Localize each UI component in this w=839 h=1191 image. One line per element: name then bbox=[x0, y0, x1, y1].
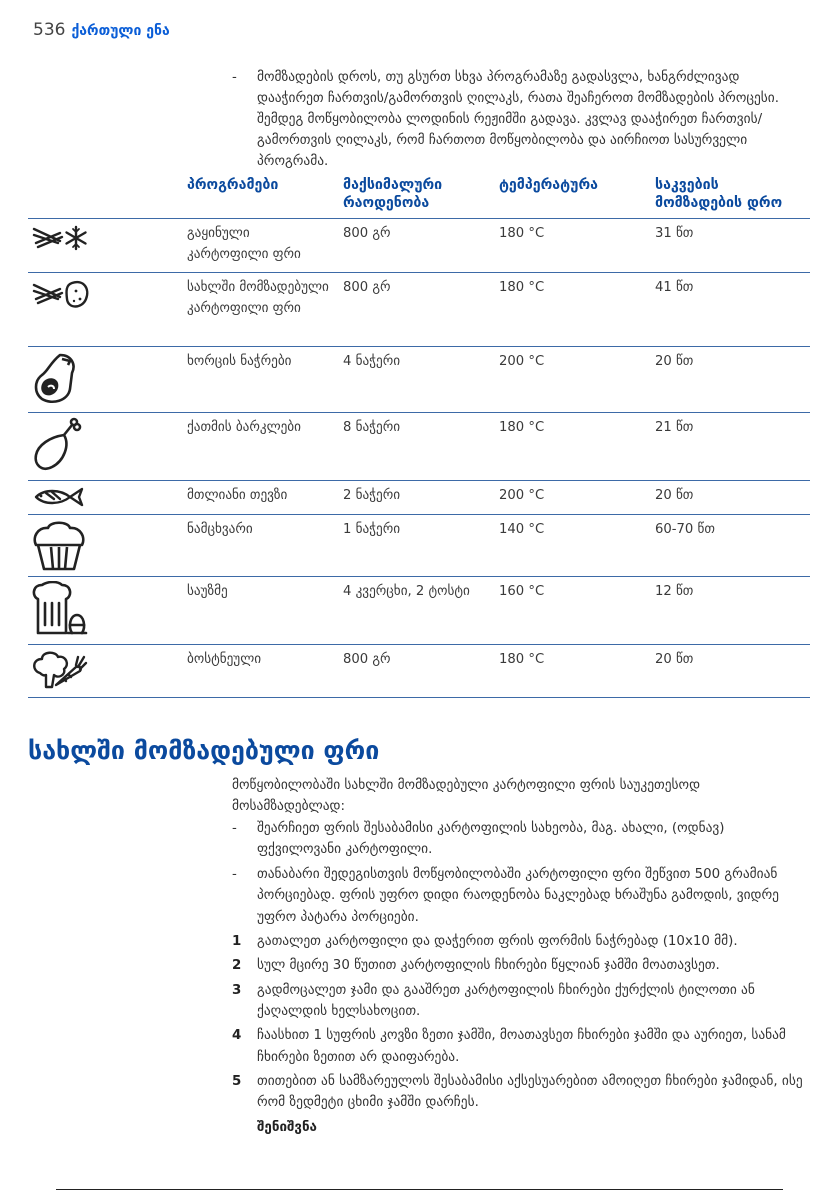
step-item bbox=[232, 931, 812, 952]
page-header bbox=[33, 20, 170, 44]
table-header-row bbox=[28, 170, 810, 219]
steps-list bbox=[232, 931, 812, 1113]
table-row bbox=[28, 515, 810, 577]
program-amount: 800 გრ bbox=[337, 219, 493, 273]
footer-divider bbox=[56, 1189, 783, 1190]
section-body bbox=[232, 775, 812, 1139]
program-amount: 4 ნაჭერი bbox=[337, 347, 493, 413]
intro-dash-item bbox=[232, 67, 792, 172]
program-time: 21 წთ bbox=[649, 413, 810, 481]
header-program: პროგრამები bbox=[187, 177, 279, 193]
table-row bbox=[28, 219, 810, 273]
program-temp: 180 °C bbox=[493, 645, 649, 698]
header-max-amount: მაქსიმალური რაოდენობა bbox=[343, 177, 443, 211]
table-row bbox=[28, 347, 810, 413]
program-temp: 180 °C bbox=[493, 219, 649, 273]
program-time: 20 წთ bbox=[649, 347, 810, 413]
program-name: მთლიანი თევზი bbox=[181, 481, 337, 515]
step-item bbox=[232, 955, 812, 976]
program-time: 31 წთ bbox=[649, 219, 810, 273]
program-time: 60-70 წთ bbox=[649, 515, 810, 577]
program-temp: 180 °C bbox=[493, 413, 649, 481]
bullet-item bbox=[232, 864, 812, 928]
frozen-fries-icon bbox=[30, 223, 94, 253]
program-amount: 4 კვერცხი, 2 ტოსტი bbox=[337, 577, 493, 645]
table-row bbox=[28, 413, 810, 481]
program-temp: 160 °C bbox=[493, 577, 649, 645]
step-number: 5 bbox=[232, 1073, 242, 1089]
program-time: 41 წთ bbox=[649, 273, 810, 347]
breakfast-icon bbox=[30, 581, 88, 637]
program-temp: 180 °C bbox=[493, 273, 649, 347]
program-amount: 1 ნაჭერი bbox=[337, 515, 493, 577]
dash-bullet: - bbox=[232, 820, 237, 836]
step-text: გადმოცალეთ ჯამი და გააშრეთ კარტოფილის ჩხირები ქურქლის ტილოთი ან ქაღალდის ხელსახოცით. bbox=[257, 982, 755, 1019]
muffin-icon bbox=[30, 519, 88, 573]
table-row bbox=[28, 273, 810, 347]
dash-bullet: - bbox=[232, 867, 237, 883]
bullet-text: შეარჩიეთ ფრის შესაბამისი კარტოფილის სახეობა, მაგ. ახალი, (ოდნავ) ფქვილოვანი კარტოფილი. bbox=[257, 820, 725, 857]
intro-note bbox=[232, 67, 792, 172]
table-row bbox=[28, 577, 810, 645]
dash-bullet: - bbox=[232, 70, 237, 85]
program-name: გაყინული კარტოფილი ფრი bbox=[181, 219, 337, 273]
step-text: ჩაასხით 1 სუფრის კოვზი ზეთი ჯამში, მოათავსეთ ჩხირები ჯამში და აურიეთ, სანამ ჩხირები ზეთით არ დაიფარება. bbox=[257, 1028, 786, 1065]
step-text: სულ მცირე 30 წუთით კარტოფილის ჩხირები წყლიან ჯამში მოათავსეთ. bbox=[257, 958, 720, 974]
programs-table bbox=[28, 170, 810, 698]
program-name: ბოსტნეული bbox=[181, 645, 337, 698]
step-number: 1 bbox=[232, 934, 242, 950]
step-item bbox=[232, 1025, 812, 1068]
homemade-fries-icon bbox=[30, 277, 94, 311]
program-name: ნამცხვარი bbox=[181, 515, 337, 577]
drumstick-icon bbox=[30, 417, 84, 475]
program-amount: 8 ნაჭერი bbox=[337, 413, 493, 481]
step-number: 2 bbox=[232, 958, 242, 974]
section-lead: მოწყობილობაში სახლში მომზადებული კარტოფილი ფრის საუკეთესოდ მოსამზადებლად: bbox=[232, 778, 701, 815]
step-item bbox=[232, 1071, 812, 1114]
header-default-time: საკვების მომზადების დრო bbox=[655, 177, 783, 211]
table-row bbox=[28, 481, 810, 515]
header-icon-col bbox=[28, 170, 181, 219]
section-title: სახლში მომზადებული ფრი bbox=[28, 736, 380, 765]
bullet-item bbox=[232, 818, 812, 861]
step-text: გათალეთ კარტოფილი და დაჭერით ფრის ფორმის ნაჭრებად (10x10 მმ). bbox=[257, 934, 738, 950]
page-number: 536 bbox=[33, 20, 66, 40]
step-item bbox=[232, 980, 812, 1023]
intro-text: მომზადების დროს, თუ გსურთ სხვა პროგრამაზე გადასვლა, ხანგრძლივად დააჭირეთ ჩართვის/გამორთვის ღილაკს, რათა შეაჩეროთ მომზადების პროცესი. შემდეგ მოწყობილობა ლოდინის რეჟიმში გადავა. კვლავ დააჭირეთ ჩართვის/გამორთვის ღილაკს, რომ ჩართოთ მოწყობილობა და აირჩიოთ სასურველი პროგრამა. bbox=[257, 70, 779, 169]
program-name: სახლში მომზადებული კარტოფილი ფრი bbox=[181, 273, 337, 347]
vegetables-icon bbox=[30, 649, 88, 691]
bullet-text: თანაბარი შედეგისთვის მოწყობილობაში კარტოფილი ფრი შეწვით 500 გრამიან პორციებად. ფრის უფრო დიდი რაოდენობა ნაკლებად ხრაშუნა გამოდის, ვიდრე უფრო პატარა პორციები. bbox=[257, 867, 779, 925]
step-number: 3 bbox=[232, 982, 242, 998]
program-amount: 800 გრ bbox=[337, 273, 493, 347]
table-row bbox=[28, 645, 810, 698]
page-language: ქართული ენა bbox=[71, 23, 170, 39]
step-number: 4 bbox=[232, 1028, 242, 1044]
program-name: ქათმის ბარკლები bbox=[181, 413, 337, 481]
header-temperature: ტემპერატურა bbox=[499, 177, 598, 193]
note-label: შენიშვნა bbox=[257, 1120, 317, 1136]
program-name: ხორცის ნაჭრები bbox=[181, 347, 337, 413]
fish-icon bbox=[30, 485, 86, 509]
program-time: 12 წთ bbox=[649, 577, 810, 645]
step-text: თითებით ან სამზარეულოს შესაბამისი აქსესუარებით ამოიღეთ ჩხირები ჯამიდან, ისე რომ ზედმეტი ცხიმი ჯამში დარჩეს. bbox=[257, 1073, 803, 1111]
meat-chop-icon bbox=[30, 351, 80, 407]
program-amount: 2 ნაჭერი bbox=[337, 481, 493, 515]
program-temp: 200 °C bbox=[493, 347, 649, 413]
program-name: საუზმე bbox=[181, 577, 337, 645]
program-temp: 200 °C bbox=[493, 481, 649, 515]
program-time: 20 წთ bbox=[649, 481, 810, 515]
program-amount: 800 გრ bbox=[337, 645, 493, 698]
program-temp: 140 °C bbox=[493, 515, 649, 577]
program-time: 20 წთ bbox=[649, 645, 810, 698]
